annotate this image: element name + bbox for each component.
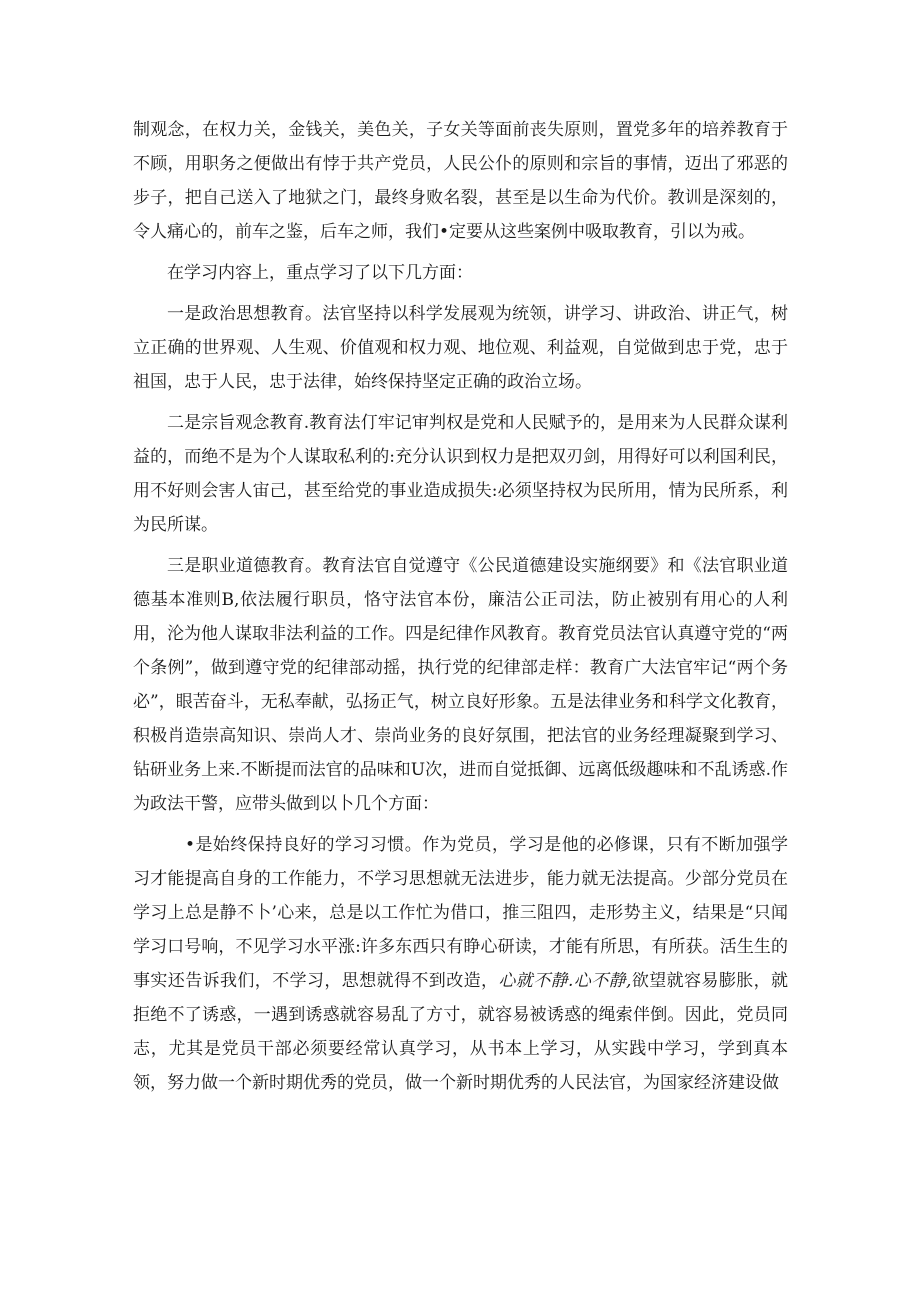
paragraph-ethics-education: 三是职业道德教育。教育法官自觉遵守《公民道德建设实施纲要》和《法官职业道德基本准则B,依法履行职员，恪守法官本份，廉洁公正司法，防止被别有用心的人利用，沦为他人谋取非法利益的工作。四是纪律作风教育。教育党员法官认真遵守党的“两个条例”，做到遵守党的纪律部动摇，执行党的纪律部走样：教育广大法官牢记“两个务必”，眼苦奋斗，无私奉献，弘扬正气，树立良好形象。五是法律业务和科学文化教育，积极肖造崇高知识、崇尚人才、崇尚业务的良好氛围，把法官的业务经理凝聚到学习、钻研业务上来.不断提而法官的品味和U次，进而自觉抵御、远离低级趣味和不乱诱惑.作为政法干警，应带头做到以卜几个方面： [133, 556, 788, 814]
paragraph-study-habits [133, 828, 788, 1100]
study-habits-text-part2: 欲望就容易膨胀，就拒绝不了诱惑，一遇到诱惑就容易乱了方寸，就容易被诱惑的绳索伴倒。因此，党员同志，尤其是党员干部必须要经常认真学习，从书本上学习，从实践中学习，学到真本领，努力做一个新时期优秀的党员，做一个新时期优秀的人民法官，为国家经济建设做 [133, 971, 789, 1093]
paragraph-continued: 制观念，在权力关，金钱关，美色关，子女关等面前丧失原则，置党多年的培养教育于不顾，用职务之便做出有悖于共产党员，人民公仆的原则和宗旨的事情，迈出了邪恶的步子，把自己送入了地狱之门，最终身败名裂，甚至是以生命为代价。教训是深刻的，令人痛心的，前车之鉴，后车之师，我们•定要从这些案例中吸取教育，引以为戒。 [133, 120, 788, 242]
paragraph-political-education: 一是政治思想教育。法官坚持以科学发展观为统领，讲学习、讲政治、讲正气，树立正确的世界观、人生观、价值观和权力观、地位观、利益观，自觉做到忠于党，忠于祖国，忠于人民，忠于法律，始终保持坚定正确的政治立场。 [133, 304, 788, 392]
study-habits-italic-text: 心就不静.心不静, [498, 971, 632, 991]
paragraph-purpose-education: 二是宗旨观念教育.教育法仃牢记审判权是党和人民赋予的，是用来为人民群众谋利益的，而绝不是为个人谋取私利的:充分认识到权力是把双刃剑，用得好可以利国利民，用不好则会害人宙己，甚至给党的事业造成损失:必须坚持权为民所用，情为民所系，利为民所谋。 [133, 413, 788, 535]
study-habits-text-part1: •是始终保持良好的学习习惯。作为党员，学习是他的必修课，只有不断加强学习才能提高自身的工作能力，不学习思想就无法进步，能力就无法提高。少部分党员在学习上总是静不卜’心来，总是以工作忙为借口，推三阻四，走形势主义，结果是“只闻学习口号响，不见学习水平涨:许多东西只有睁心研读，才能有所思，有所获。活生生的事实还告诉我们，不学习，思想就得不到改造， [133, 835, 788, 991]
document-body [133, 113, 788, 1107]
paragraph-study-content: 在学习内容上，重点学习了以下几方面： [167, 263, 473, 283]
